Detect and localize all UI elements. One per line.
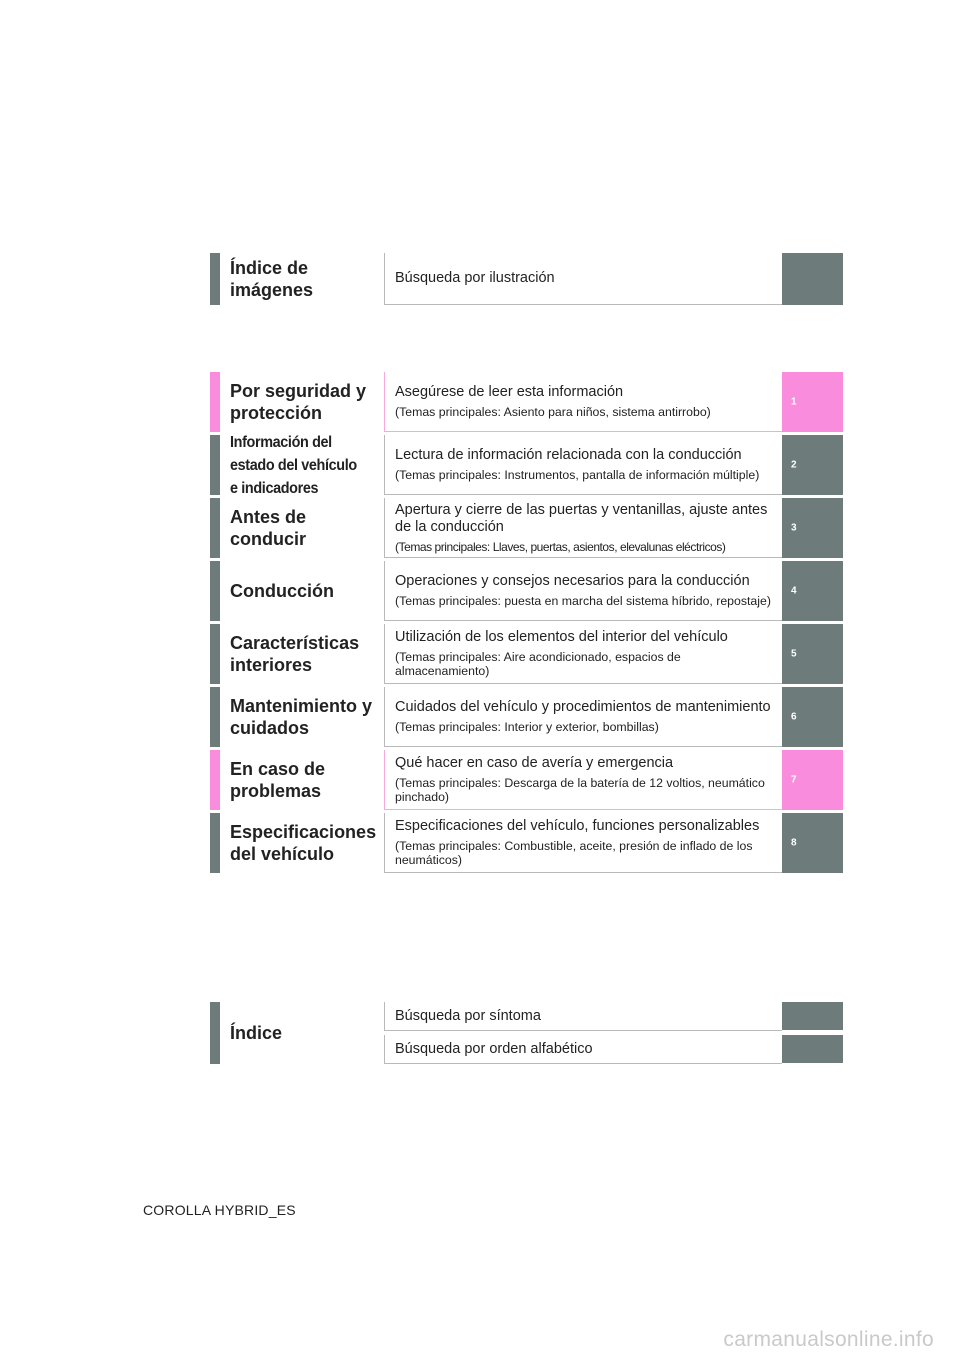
section-sub-text: (Temas principales: Combustible, aceite, presión de inflado de los neumáticos) <box>395 839 753 867</box>
section-sub-text: (Temas principales: Interior y exterior, bombillas) <box>395 720 659 734</box>
row-accent-bar <box>210 561 220 621</box>
section-description-box <box>384 435 782 495</box>
picture-index-description-box <box>384 253 782 305</box>
section-tab-2[interactable] <box>782 435 843 495</box>
section-sub-text: (Temas principales: Descarga de la batería de 12 voltios, neumático pinchado) <box>395 776 765 804</box>
picture-index-tab[interactable] <box>782 253 843 305</box>
index-tab-alphabetical[interactable] <box>782 1035 843 1063</box>
section-tab-6[interactable] <box>782 687 843 747</box>
row-accent-bar <box>210 813 220 873</box>
section-sub-text: (Temas principales: Instrumentos, pantalla de información múltiple) <box>395 468 760 482</box>
section-title: Conducción <box>230 581 334 601</box>
index-row <box>210 1002 843 1064</box>
section-tab-8[interactable] <box>782 813 843 873</box>
section-main-text: Lectura de información relacionada con la conducción <box>395 447 742 463</box>
index-title: Índice <box>230 1022 283 1043</box>
picture-index-description: Búsqueda por ilustración <box>395 270 555 286</box>
section-title: Características interiores <box>230 633 360 675</box>
section-row-7[interactable] <box>210 750 843 810</box>
section-title: En caso de problemas <box>230 759 326 801</box>
index-item-symptom[interactable]: Búsqueda por síntoma <box>384 1002 782 1031</box>
section-sub-text: (Temas principales: Llaves, puertas, asientos, elevalunas eléctricos) <box>395 539 726 554</box>
row-accent-bar <box>210 1002 220 1064</box>
section-sub-text: (Temas principales: Asiento para niños, sistema antirrobo) <box>395 405 711 419</box>
section-main-text: Qué hacer en caso de avería y emergencia <box>395 755 674 771</box>
section-sub-text: (Temas principales: puesta en marcha del sistema híbrido, repostaje) <box>395 594 771 608</box>
section-row-6[interactable] <box>210 687 843 747</box>
row-accent-bar <box>210 435 220 495</box>
row-accent-bar <box>210 687 220 747</box>
section-title: Especificaciones del vehículo <box>230 822 377 864</box>
section-description-box <box>384 372 782 432</box>
section-row-3[interactable] <box>210 498 843 558</box>
row-accent-bar <box>210 498 220 558</box>
row-accent-bar <box>210 750 220 810</box>
section-main-text: Asegúrese de leer esta información <box>395 384 624 400</box>
section-title: Antes de conducir <box>230 507 307 549</box>
section-row-1[interactable] <box>210 372 843 432</box>
section-tab-3[interactable] <box>782 498 843 558</box>
picture-index-row[interactable] <box>210 253 843 305</box>
section-main-text: Utilización de los elementos del interior del vehículo <box>395 629 728 645</box>
section-number: 3 <box>791 522 797 534</box>
section-title: Información del estado del vehículo e indicadores <box>230 433 357 497</box>
row-accent-bar <box>210 624 220 684</box>
section-description-box <box>384 624 782 684</box>
section-description-box <box>384 750 782 810</box>
section-number: 2 <box>791 459 797 471</box>
section-tab-4[interactable] <box>782 561 843 621</box>
section-title: Por seguridad y protección <box>230 381 367 423</box>
section-title: Mantenimiento y cuidados <box>230 696 373 738</box>
section-row-2[interactable] <box>210 435 843 495</box>
section-number: 1 <box>791 396 797 408</box>
section-number: 6 <box>791 711 797 723</box>
section-tab-5[interactable] <box>782 624 843 684</box>
section-main-text: Operaciones y consejos necesarios para la conducción <box>395 573 750 589</box>
section-sub-text: (Temas principales: Aire acondicionado, espacios de almacenamiento) <box>395 650 681 678</box>
row-accent-bar <box>210 372 220 432</box>
section-tab-1[interactable] <box>782 372 843 432</box>
index-item-alphabetical[interactable]: Búsqueda por orden alfabético <box>384 1035 782 1064</box>
section-description-box <box>384 561 782 621</box>
watermark: carmanualsonline.info <box>723 1328 934 1351</box>
section-number: 7 <box>791 774 797 786</box>
section-row-4[interactable] <box>210 561 843 621</box>
index-tab-symptom[interactable] <box>782 1002 843 1030</box>
model-footer: COROLLA HYBRID_ES <box>143 1202 296 1218</box>
section-row-8[interactable] <box>210 813 843 873</box>
section-number: 8 <box>791 837 797 849</box>
section-number: 5 <box>791 648 797 660</box>
section-main-text: Apertura y cierre de las puertas y ventanillas, ajuste antes de la conducción <box>395 501 768 535</box>
section-tab-7[interactable] <box>782 750 843 810</box>
section-main-text: Cuidados del vehículo y procedimientos de mantenimiento <box>395 699 771 715</box>
section-row-5[interactable] <box>210 624 843 684</box>
section-description-box <box>384 498 782 558</box>
section-description-box <box>384 813 782 873</box>
section-description-box <box>384 687 782 747</box>
section-number: 4 <box>791 585 797 597</box>
row-accent-bar <box>210 253 220 305</box>
picture-index-title: Índice de imágenes <box>230 258 314 300</box>
section-main-text: Especificaciones del vehículo, funciones personalizables <box>395 818 760 834</box>
